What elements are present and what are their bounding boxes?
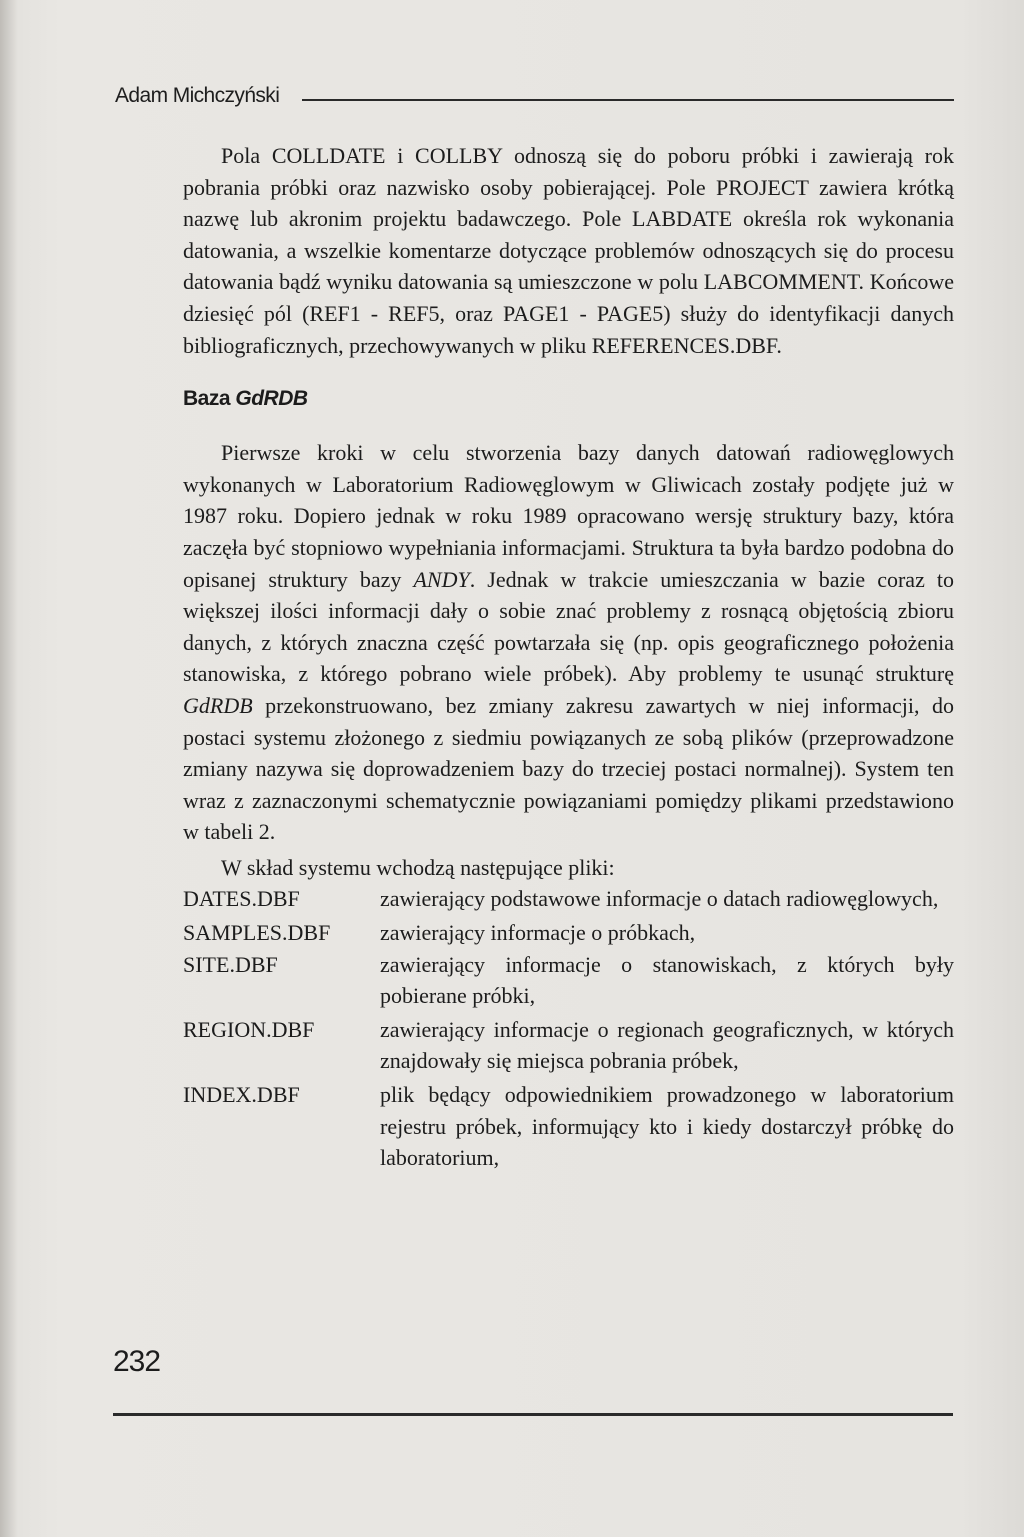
- section-heading: [183, 385, 954, 413]
- file-description: plik będący odpowiednikiem prowadzonego w laboratorium rejestru próbek, informujący kto i kiedy dostarczył próbkę do laboratorium,: [380, 1082, 954, 1171]
- paragraph-system-files-intro: W skład systemu wchodzą następujące pliki:: [221, 854, 615, 880]
- running-header-author: Adam Michczyński: [115, 84, 280, 107]
- file-name: SITE.DBF: [183, 951, 278, 977]
- file-list-item: [183, 1014, 954, 1077]
- paragraph-gdrdb-part2: . Jednak w trakcie umieszczania w bazie coraz to większej ilości informacji dały o sobie znać problemy z rosnącą objętością zbioru danych, z których znaczna część powtarzała się (np. opis geograficznego położenia stanowiska, z którego pobrano wiele próbek). Aby problemy te usunąć strukturę: [183, 566, 954, 687]
- andy-term: ANDY: [413, 566, 470, 592]
- page-body: [183, 140, 954, 1174]
- file-list-item: [183, 1079, 954, 1174]
- section-heading-prefix: Baza: [183, 387, 231, 411]
- file-list-item: [183, 883, 954, 915]
- paragraph-gdrdb-part1: Pierwsze kroki w celu stworzenia bazy danych datowań radiowęglowych wykonanych w Laboratorium Radiowęglowym w Gliwicach zostały podjęte już w 1987 roku. Dopiero jednak w roku 1989 opracowano wersję struktury bazy, która zaczęła być stopniowo wypełniania informacjami. Struktura ta była bardzo podobna do opisanej struktury bazy: [183, 440, 954, 592]
- file-description: zawierający informacje o regionach geograficznych, w których znajdowały się miejsca pobrania próbek,: [380, 1016, 954, 1074]
- file-name: INDEX.DBF: [183, 1082, 300, 1108]
- header-rule: [302, 99, 954, 101]
- paragraph-fields-description: Pola COLLDATE i COLLBY odnoszą się do poboru próbki i zawierają rok pobrania próbki oraz nazwisko osoby pobierającej. Pole PROJECT zawiera krótką nazwę lub akronim projektu badawczego. Pole LABDATE określa rok wykonania datowania, a wszelkie komentarze dotyczące problemów odnoszących się do procesu datowania bądź wyniku datowania są umieszczone w polu LABCOMMENT. Końcowe dziesięć pól (REF1 - REF5, oraz PAGE1 - PAGE5) służy do identyfikacji danych bibliograficznych, przechowywanych w pliku REFERENCES.DBF.: [183, 143, 954, 358]
- section-heading-name: GdRDB: [235, 387, 308, 411]
- paragraph-gdrdb-history: [183, 437, 954, 848]
- file-list: [183, 883, 954, 1173]
- gdrdb-term: GdRDB: [183, 692, 253, 718]
- paragraph-gdrdb-part3: przekonstruowano, bez zmiany zakresu zawartych w niej informacji, do postaci systemu złożonego z siedmiu powiązanych ze sobą plików (przeprowadzone zmiany nazywa się doprowadzeniem bazy do trzeciej postaci normalnej). System ten wraz z zaznaczonymi schematycznie powiązaniami pomiędzy plikami przedstawiono w tabeli 2.: [183, 692, 954, 845]
- file-name: SAMPLES.DBF: [183, 920, 331, 946]
- file-list-item: [183, 949, 954, 1012]
- file-description: zawierający informacje o stanowiskach, z których były pobierane próbki,: [380, 951, 954, 1009]
- file-name: REGION.DBF: [183, 1016, 315, 1042]
- file-list-item: [183, 917, 954, 949]
- file-description: zawierający informacje o próbkach,: [380, 920, 696, 946]
- footer-rule: [113, 1413, 953, 1416]
- file-name: DATES.DBF: [183, 886, 300, 912]
- page-number: 232: [113, 1345, 161, 1378]
- file-description: zawierający podstawowe informacje o datach radiowęglowych,: [380, 886, 939, 912]
